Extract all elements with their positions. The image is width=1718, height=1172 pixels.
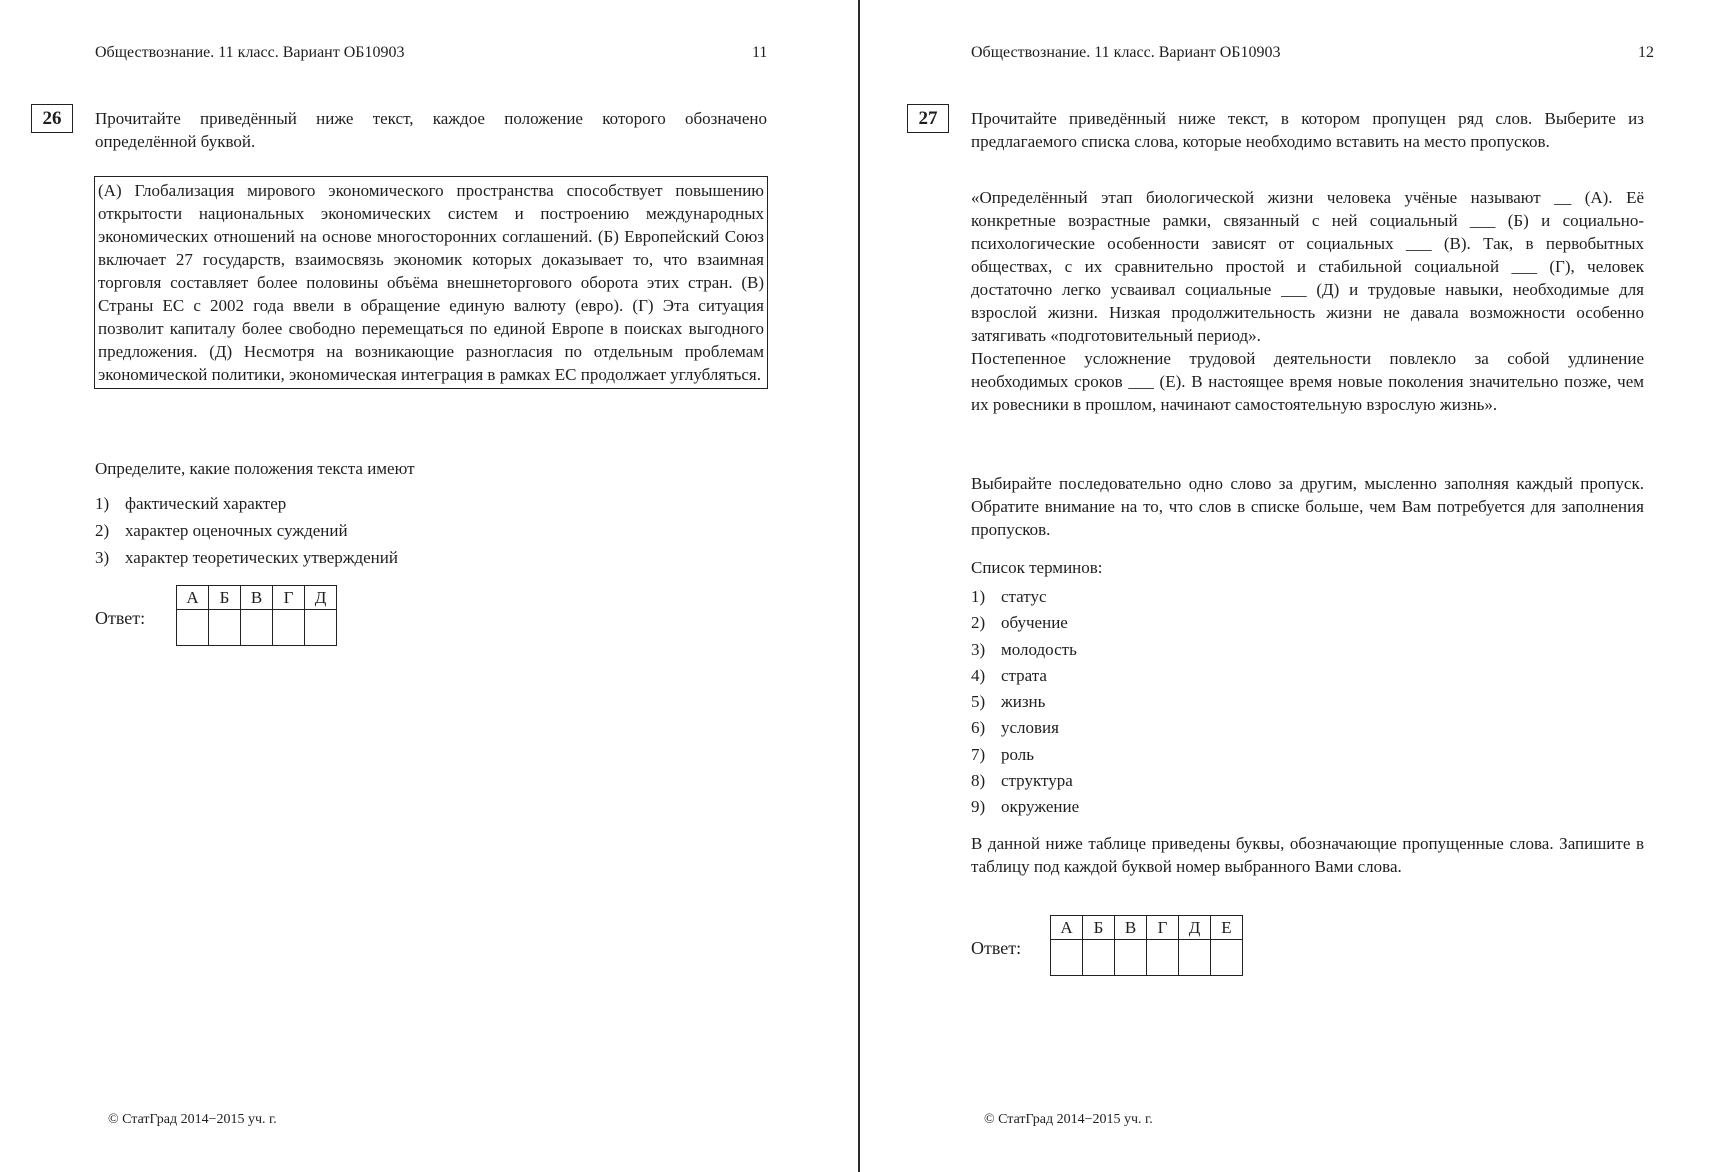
list-item: 6) условия [971, 718, 1059, 738]
answer-cell[interactable] [177, 610, 209, 646]
answer-cell[interactable] [241, 610, 273, 646]
answer-cell[interactable] [1179, 940, 1211, 976]
terms-list-title: Список терминов: [971, 558, 1103, 577]
list-item: 3) молодость [971, 639, 1077, 659]
answer-cell[interactable] [1147, 940, 1179, 976]
list-item: 7) роль [971, 744, 1035, 764]
answer-letter: Е [1211, 916, 1243, 940]
answer-letter: Б [1083, 916, 1115, 940]
right-page [860, 0, 1718, 1172]
page-footer: © СтатГрад 2014−2015 уч. г. [108, 1112, 277, 1127]
answer-cell[interactable] [1083, 940, 1115, 976]
answer-label: Ответ: [95, 608, 146, 628]
list-item: 5) жизнь [971, 692, 1046, 712]
answer-cell[interactable] [1211, 940, 1243, 976]
page-header-title: Обществознание. 11 класс. Вариант ОБ10903 [95, 44, 405, 61]
task-passage [971, 186, 1644, 416]
answer-table [176, 585, 337, 646]
task-question: Определите, какие положения текста имеют [95, 459, 415, 478]
answer-letter: Д [1179, 916, 1211, 940]
list-item: 1) фактический характер [95, 494, 287, 513]
task-text-box: (А) Глобализация мирового экономического пространства способствует повышению открытости национальных экономических систем и построению международных экономических отношений на основе многосторонних соглашений. (Б) Европейский Союз включает 27 государств, взаимосвязь экономик которых доказывает то, что взаимная торговля составляет более половины объёма внешнеторгового оборота этих стран. (В) Страны ЕС с 2002 года ввели в обращение единую валюту (евро). (Г) Эта ситуация позволит капиталу более свободно перемещаться по единой Европе в поисках выгодного предложения. (Д) Несмотря на возникающие разногласия по отдельным проблемам экономической политики, экономическая интеграция в рамках ЕС продолжает углубляться. [94, 176, 768, 389]
answer-letter: Г [273, 586, 305, 610]
answer-letter: В [1115, 916, 1147, 940]
answer-cell[interactable] [1115, 940, 1147, 976]
page-footer: © СтатГрад 2014−2015 уч. г. [984, 1112, 1153, 1127]
list-item: 8) структура [971, 771, 1073, 791]
task-intro: Прочитайте приведённый ниже текст, в котором пропущен ряд слов. Выберите из предлагаемого списка слова, которые необходимо вставить на место пропусков. [971, 109, 1644, 151]
list-item: 2) характер оценочных суждений [95, 521, 348, 540]
page-header-title: Обществознание. 11 класс. Вариант ОБ10903 [971, 44, 1281, 61]
answer-letter: Б [209, 586, 241, 610]
list-item: 1) статус [971, 587, 1047, 606]
answer-letter: Г [1147, 916, 1179, 940]
answer-letter: А [1051, 916, 1083, 940]
task-intro: Прочитайте приведённый ниже текст, каждое положение которого обозначено определённой буквой. [95, 109, 767, 151]
list-item: 3) характер теоретических утверждений [95, 548, 398, 567]
answer-cell[interactable] [1051, 940, 1083, 976]
options-list [95, 490, 398, 571]
answer-letter: А [177, 586, 209, 610]
answer-label: Ответ: [971, 938, 1022, 958]
page-number: 12 [1638, 44, 1654, 61]
page-number: 11 [752, 44, 768, 61]
task-number-box: 27 [907, 104, 949, 133]
answer-table [1050, 915, 1243, 976]
left-page [0, 0, 858, 1172]
answer-letter: В [241, 586, 273, 610]
table-instructions: В данной ниже таблице приведены буквы, обозначающие пропущенные слова. Запишите в таблицу под каждой буквой номер выбранного Вами слова. [971, 834, 1644, 876]
passage-paragraph: Постепенное усложнение трудовой деятельности повлекло за собой удлинение необходимых сроков ___ (Е). В настоящее время новые поколения значительно позже, чем их ровесники в прошлом, начинают самостоятельную взрослую жизнь». [971, 349, 1644, 414]
answer-cell[interactable] [273, 610, 305, 646]
answer-cell[interactable] [305, 610, 337, 646]
answer-letter: Д [305, 586, 337, 610]
task-instructions: Выбирайте последовательно одно слово за другим, мысленно заполняя каждый пропуск. Обратите внимание на то, что слов в списке больше, чем Вам потребуется для заполнения пропусков. [971, 474, 1644, 539]
answer-cell[interactable] [209, 610, 241, 646]
list-item: 9) окружение [971, 797, 1080, 817]
task-number-box: 26 [31, 104, 73, 133]
passage-paragraph: «Определённый этап биологической жизни человека учёные называют __ (А). Её конкретные возрастные рамки, связанный с ней социальный ___ (Б) и социально-психологические особенности зависят от социальных ___ (В). Так, в первобытных обществах, с их сравнительно простой и стабильной социальной ___ (Г), человек достаточно легко усваивал социальные ___ (Д) и трудовые навыки, необходимые для взрослой жизни. Низкая продолжительность жизни не давала возможности особенно затягивать «подготовительный период». [971, 188, 1644, 345]
list-item: 4) страта [971, 665, 1047, 685]
list-item: 2) обучение [971, 613, 1068, 633]
terms-list [971, 584, 1079, 821]
